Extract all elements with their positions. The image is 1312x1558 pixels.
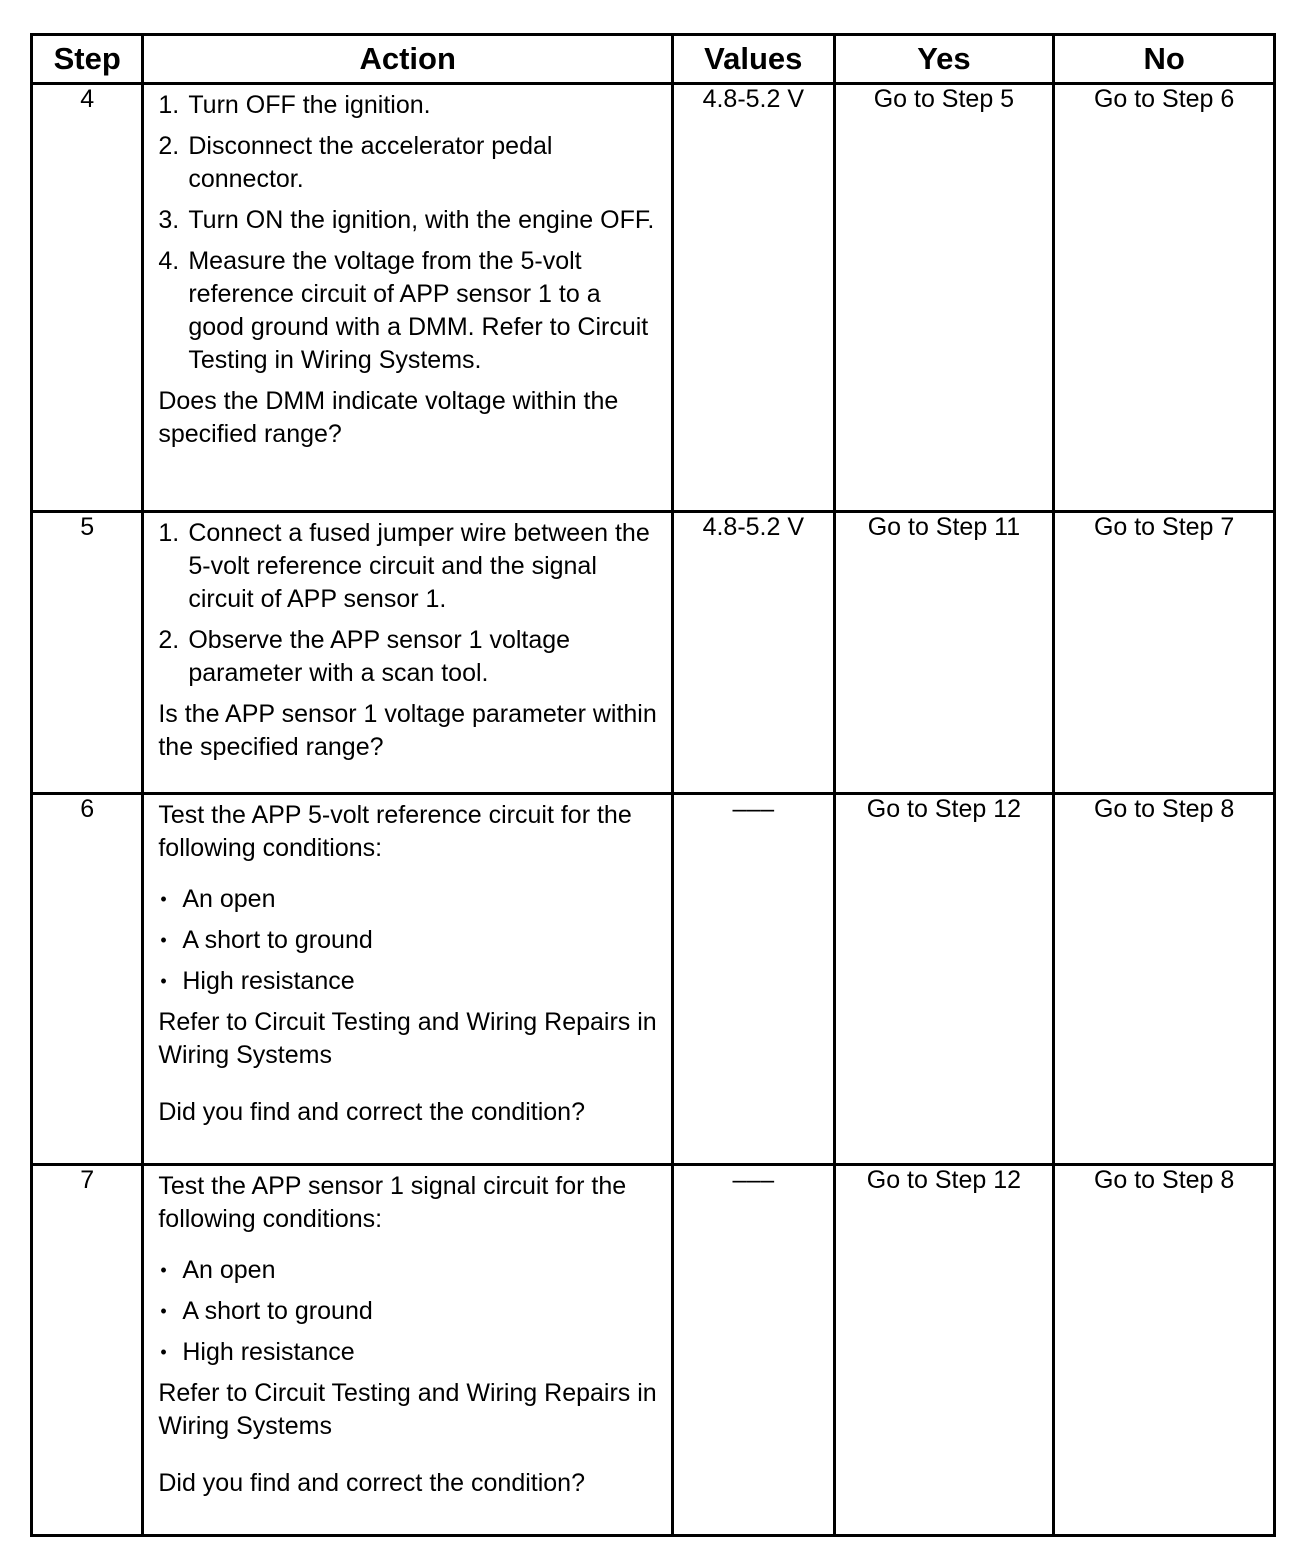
yes-link: Go to Step 5 xyxy=(873,85,1015,113)
yes-link: Go to Step 11 xyxy=(867,513,1021,541)
list-item: • A short to ground xyxy=(158,1295,657,1328)
list-item: 1. Connect a fused jumper wire between the 5-volt reference circuit and the signal circuit of APP sensor 1. xyxy=(158,519,650,613)
yes-cell xyxy=(834,1165,1054,1536)
no-cell xyxy=(1054,794,1275,1165)
no-cell xyxy=(1054,512,1275,794)
no-cell xyxy=(1054,84,1275,512)
list-item: 4. Measure the voltage from the 5-volt reference circuit of APP sensor 1 to a good ground with a DMM. Refer to Circuit Testing in Wiring Systems. xyxy=(158,247,649,374)
list-item: • High resistance xyxy=(158,965,657,998)
diagnostic-table xyxy=(30,33,1276,1537)
action-refer: Refer to Circuit Testing and Wiring Repairs in Wiring Systems xyxy=(158,1379,657,1440)
table-row xyxy=(32,1165,1275,1536)
header-no: No xyxy=(1054,35,1275,84)
step-number: 5 xyxy=(32,512,143,794)
list-item: 3. Turn ON the ignition, with the engine OFF. xyxy=(158,206,655,234)
action-cell xyxy=(143,794,673,1165)
list-item: 1. Turn OFF the ignition. xyxy=(158,91,431,119)
values-cell: ––– xyxy=(673,1165,835,1536)
header-step: Step xyxy=(32,35,143,84)
numbered-list xyxy=(158,89,657,377)
list-item: • An open xyxy=(158,1254,657,1287)
header-action: Action xyxy=(143,35,673,84)
step-number: 7 xyxy=(32,1165,143,1536)
table-row xyxy=(32,794,1275,1165)
values-cell: 4.8-5.2 V xyxy=(673,84,835,512)
list-item: 2. Observe the APP sensor 1 voltage parameter with a scan tool. xyxy=(158,626,571,687)
no-link: Go to Step 8 xyxy=(1093,1166,1235,1194)
yes-cell xyxy=(834,512,1054,794)
action-intro: Test the APP sensor 1 signal circuit for the following conditions: xyxy=(158,1172,627,1233)
numbered-list xyxy=(158,517,657,690)
action-cell xyxy=(143,512,673,794)
list-item: • An open xyxy=(158,883,657,916)
header-values: Values xyxy=(673,35,835,84)
header-row xyxy=(32,35,1275,84)
list-item: • High resistance xyxy=(158,1336,657,1369)
action-question: Did you find and correct the condition? xyxy=(158,1469,585,1497)
no-link: Go to Step 6 xyxy=(1093,85,1235,113)
list-item: 2. Disconnect the accelerator pedal connector. xyxy=(158,132,553,193)
bullet-list xyxy=(158,883,657,998)
yes-cell xyxy=(834,84,1054,512)
no-link: Go to Step 8 xyxy=(1093,795,1235,823)
action-cell xyxy=(143,84,673,512)
list-item: • A short to ground xyxy=(158,924,657,957)
table-row xyxy=(32,512,1275,794)
step-number: 6 xyxy=(32,794,143,1165)
values-cell: 4.8-5.2 V xyxy=(673,512,835,794)
yes-link: Go to Step 12 xyxy=(866,795,1022,823)
step-number: 4 xyxy=(32,84,143,512)
no-link: Go to Step 7 xyxy=(1093,513,1235,541)
values-cell: ––– xyxy=(673,794,835,1165)
action-question: Is the APP sensor 1 voltage parameter within the specified range? xyxy=(158,700,657,761)
action-cell xyxy=(143,1165,673,1536)
action-intro: Test the APP 5-volt reference circuit for the following conditions: xyxy=(158,801,632,862)
no-cell xyxy=(1054,1165,1275,1536)
yes-link: Go to Step 12 xyxy=(866,1166,1022,1194)
action-question: Did you find and correct the condition? xyxy=(158,1098,585,1126)
action-refer: Refer to Circuit Testing and Wiring Repairs in Wiring Systems xyxy=(158,1008,657,1069)
action-question: Does the DMM indicate voltage within the specified range? xyxy=(158,387,619,448)
bullet-list xyxy=(158,1254,657,1369)
table-row xyxy=(32,84,1275,512)
yes-cell xyxy=(834,794,1054,1165)
header-yes: Yes xyxy=(834,35,1054,84)
